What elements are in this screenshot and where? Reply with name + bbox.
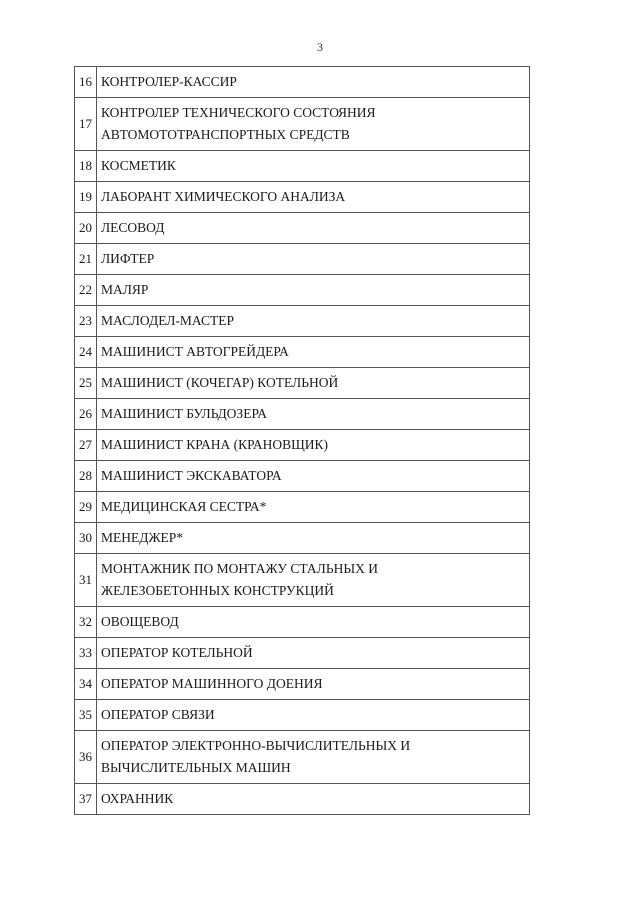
row-number: 26 [75, 399, 97, 430]
row-number: 23 [75, 306, 97, 337]
profession-table [74, 66, 530, 815]
profession-name: КОСМЕТИК [101, 158, 176, 173]
profession-name-cell [97, 461, 530, 492]
profession-name-cell [97, 554, 530, 607]
profession-name: МАШИНИСТ БУЛЬДОЗЕРА [101, 406, 267, 421]
profession-name-cell [97, 306, 530, 337]
profession-name: КОНТРОЛЕР-КАССИР [101, 74, 237, 89]
page-number: 3 [317, 40, 323, 54]
profession-name-cell [97, 700, 530, 731]
profession-name: ВЫЧИСЛИТЕЛЬНЫХ МАШИН [101, 760, 291, 775]
profession-name-cell [97, 731, 530, 784]
row-number: 29 [75, 492, 97, 523]
row-number: 31 [75, 554, 97, 607]
profession-name-cell [97, 492, 530, 523]
profession-name-cell [97, 638, 530, 669]
row-number: 19 [75, 182, 97, 213]
table-row [75, 151, 530, 182]
table-row [75, 182, 530, 213]
table-row [75, 368, 530, 399]
table-row [75, 430, 530, 461]
profession-name: ЛЕСОВОД [101, 220, 165, 235]
profession-name: ОПЕРАТОР МАШИННОГО ДОЕНИЯ [101, 676, 323, 691]
profession-name-cell [97, 337, 530, 368]
row-number: 33 [75, 638, 97, 669]
profession-name-cell [97, 784, 530, 815]
row-number: 34 [75, 669, 97, 700]
profession-name: ЖЕЛЕЗОБЕТОННЫХ КОНСТРУКЦИЙ [101, 583, 334, 598]
profession-name: МАШИНИСТ КРАНА (КРАНОВЩИК) [101, 437, 329, 452]
row-number: 16 [75, 67, 97, 98]
profession-name-cell [97, 523, 530, 554]
profession-name: ОХРАННИК [101, 791, 174, 806]
table-row [75, 731, 530, 784]
profession-name: МАШИНИСТ ЭКСКАВАТОРА [101, 468, 282, 483]
profession-name: МАЛЯР [101, 282, 149, 297]
profession-name: ЛАБОРАНТ ХИМИЧЕСКОГО АНАЛИЗА [101, 189, 346, 204]
profession-table-body [75, 67, 530, 815]
row-number: 18 [75, 151, 97, 182]
table-row [75, 275, 530, 306]
profession-name: МЕДИЦИНСКАЯ СЕСТРА* [101, 499, 267, 514]
profession-name-cell [97, 607, 530, 638]
table-row [75, 784, 530, 815]
row-number: 22 [75, 275, 97, 306]
profession-name-cell [97, 399, 530, 430]
table-row [75, 607, 530, 638]
row-number: 30 [75, 523, 97, 554]
profession-name-cell [97, 368, 530, 399]
profession-name-cell [97, 669, 530, 700]
row-number: 28 [75, 461, 97, 492]
profession-name: МОНТАЖНИК ПО МОНТАЖУ СТАЛЬНЫХ И [101, 561, 378, 576]
profession-name: КОНТРОЛЕР ТЕХНИЧЕСКОГО СОСТОЯНИЯ [101, 105, 376, 120]
table-row [75, 700, 530, 731]
profession-name: ЛИФТЕР [101, 251, 155, 266]
table-row [75, 523, 530, 554]
table-row [75, 669, 530, 700]
table-row [75, 306, 530, 337]
table-row [75, 67, 530, 98]
row-number: 17 [75, 98, 97, 151]
profession-name: ОПЕРАТОР СВЯЗИ [101, 707, 215, 722]
row-number: 24 [75, 337, 97, 368]
row-number: 21 [75, 244, 97, 275]
profession-name-cell [97, 98, 530, 151]
profession-name: АВТОМОТОТРАНСПОРТНЫХ СРЕДСТВ [101, 127, 350, 142]
table-row [75, 399, 530, 430]
profession-name: ОВОЩЕВОД [101, 614, 179, 629]
profession-name-cell [97, 430, 530, 461]
row-number: 32 [75, 607, 97, 638]
profession-name: ОПЕРАТОР КОТЕЛЬНОЙ [101, 645, 253, 660]
profession-name-cell [97, 244, 530, 275]
profession-name-cell [97, 213, 530, 244]
row-number: 27 [75, 430, 97, 461]
profession-name-cell [97, 275, 530, 306]
profession-name-cell [97, 67, 530, 98]
profession-name: МАШИНИСТ (КОЧЕГАР) КОТЕЛЬНОЙ [101, 375, 339, 390]
profession-name-cell [97, 151, 530, 182]
profession-name: ОПЕРАТОР ЭЛЕКТРОННО-ВЫЧИСЛИТЕЛЬНЫХ И [101, 738, 411, 753]
table-row [75, 213, 530, 244]
row-number: 35 [75, 700, 97, 731]
row-number: 37 [75, 784, 97, 815]
table-row [75, 492, 530, 523]
profession-name: МЕНЕДЖЕР* [101, 530, 184, 545]
table-row [75, 461, 530, 492]
row-number: 25 [75, 368, 97, 399]
table-row [75, 554, 530, 607]
table-row [75, 244, 530, 275]
table-row [75, 98, 530, 151]
profession-name: МАШИНИСТ АВТОГРЕЙДЕРА [101, 344, 289, 359]
row-number: 36 [75, 731, 97, 784]
table-row [75, 337, 530, 368]
row-number: 20 [75, 213, 97, 244]
profession-name: МАСЛОДЕЛ-МАСТЕР [101, 313, 234, 328]
table-row [75, 638, 530, 669]
profession-name-cell [97, 182, 530, 213]
